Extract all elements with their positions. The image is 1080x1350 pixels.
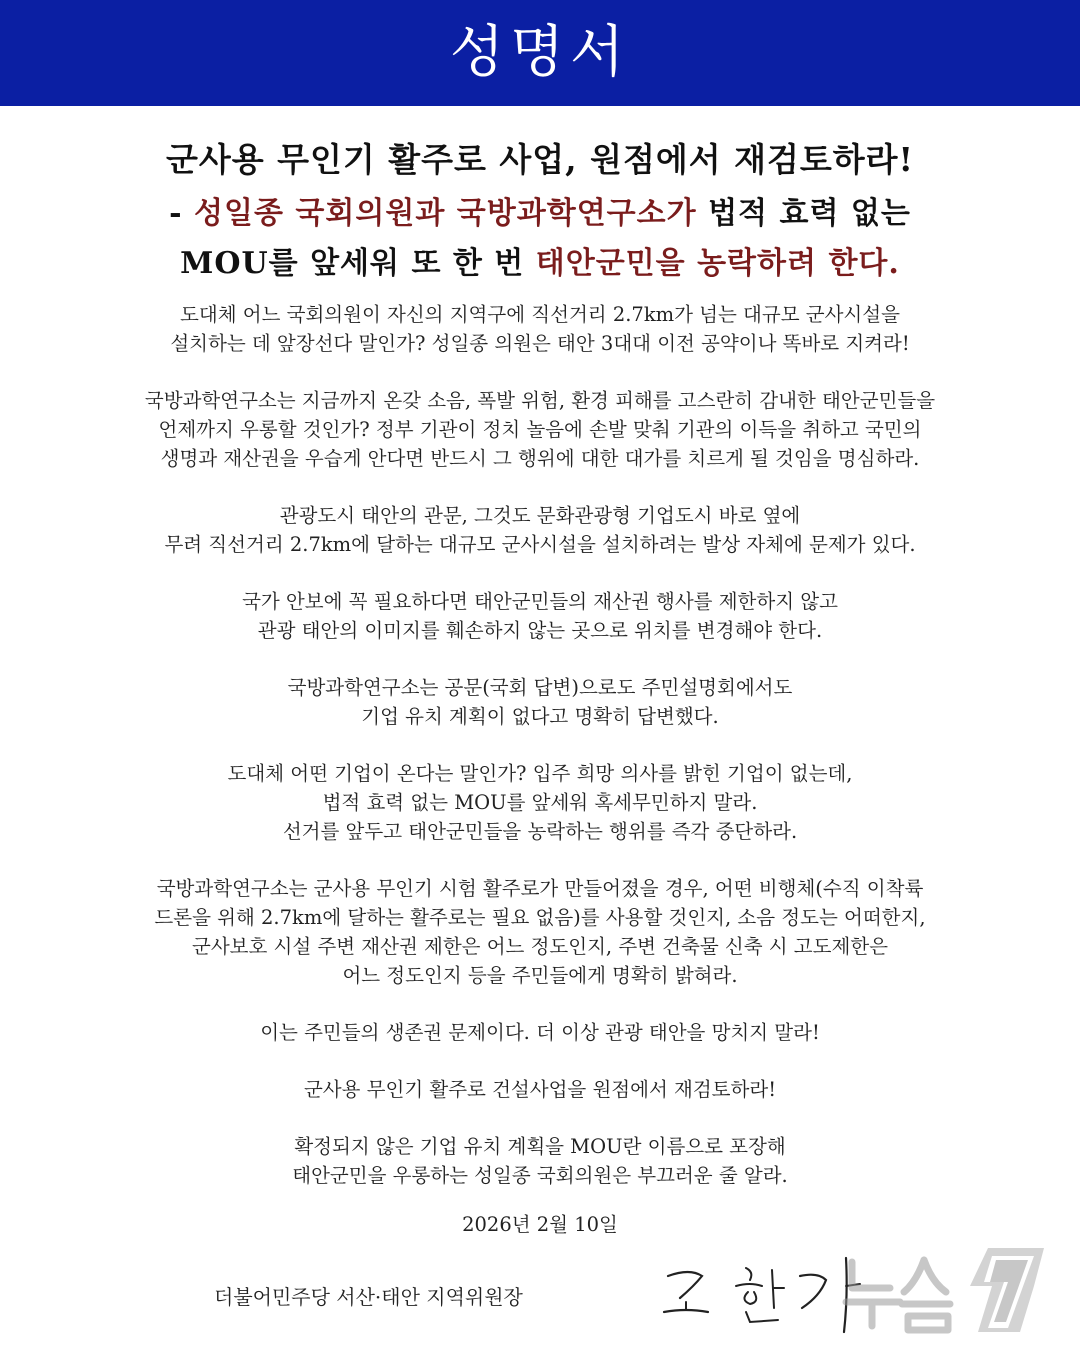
paragraph xyxy=(30,1075,1050,1104)
paragraph-line: 관광 태안의 이미지를 훼손하지 않는 곳으로 위치를 변경해야 한다. xyxy=(257,619,823,642)
paragraph xyxy=(30,300,1050,358)
paragraph xyxy=(30,386,1050,473)
headline-red-subjects: 성일종 국회의원과 국방과학연구소가 xyxy=(194,196,697,231)
headline-main: 군사용 무인기 활주로 사업, 원점에서 재검토하라! xyxy=(166,140,914,179)
headline-red-accusation: 태안군민을 농락하려 한다. xyxy=(535,246,900,281)
paragraph-line: 관광도시 태안의 관문, 그것도 문화관광형 기업도시 바로 옆에 xyxy=(279,504,801,527)
news1-watermark-logo xyxy=(838,1242,1070,1338)
paragraph-line: 법적 효력 없는 MOU를 앞세워 혹세무민하지 말라. xyxy=(322,791,758,814)
paragraph-line: 무려 직선거리 2.7km에 달하는 대규모 군사시설을 설치하려는 발상 자체에 문제가 있다. xyxy=(164,533,916,556)
paragraph-line: 어느 정도인지 등을 주민들에게 명확히 밝혀라. xyxy=(342,964,738,987)
paragraph-line: 도대체 어느 국회의원이 자신의 지역구에 직선거리 2.7km가 넘는 대규모 군사시설을 xyxy=(180,303,900,326)
paragraph-line: 이는 주민들의 생존권 문제이다. 더 이상 관광 태안을 망치지 말라! xyxy=(260,1021,820,1044)
page-title: 성명서 xyxy=(449,20,631,85)
paragraph-line: 국방과학연구소는 지금까지 온갖 소음, 폭발 위험, 환경 피해를 고스란히 감내한 태안군민들을 xyxy=(144,389,936,412)
statement-date: 2026년 2월 10일 xyxy=(462,1213,618,1236)
paragraph xyxy=(30,501,1050,559)
paragraph xyxy=(30,587,1050,645)
paragraph-line: 국방과학연구소는 군사용 무인기 시험 활주로가 만들어졌을 경우, 어떤 비행체(수직 이착륙 xyxy=(156,877,924,900)
paragraph xyxy=(30,759,1050,846)
paragraph xyxy=(30,1018,1050,1047)
paragraph-line: 군사용 무인기 활주로 건설사업을 원점에서 재검토하라! xyxy=(303,1078,777,1101)
headline-sub-suffix: 법적 효력 없는 xyxy=(696,196,911,231)
paragraph xyxy=(30,1132,1050,1190)
paragraph-line: 기업 유치 계획이 없다고 명확히 답변했다. xyxy=(361,705,719,728)
paragraph-line: 확정되지 않은 기업 유치 계획을 MOU란 이름으로 포장해 xyxy=(294,1135,786,1158)
header-bar xyxy=(0,0,1080,106)
headline-mou-prefix: MOU를 앞세워 또 한 번 xyxy=(180,246,536,281)
paragraph-line: 언제까지 우롱할 것인가? 정부 기관이 정치 놀음에 손발 맞춰 기관의 이득을 취하고 국민의 xyxy=(158,418,922,441)
paragraph-line: 선거를 앞두고 태안군민들을 농락하는 행위를 즉각 중단하라. xyxy=(282,820,798,843)
headline-sub-line2 xyxy=(0,238,1080,282)
signer-title: 더불어민주당 서산·태안 지역위원장 xyxy=(214,1285,523,1309)
paragraph-line: 생명과 재산권을 우습게 안다면 반드시 그 행위에 대한 대가를 치르게 될 것임을 명심하라. xyxy=(160,447,920,470)
paragraph-line: 국가 안보에 꼭 필요하다면 태안군민들의 재산권 행사를 제한하지 않고 xyxy=(242,590,838,613)
headline-dash: - xyxy=(169,196,195,231)
paragraph-line: 드론을 위해 2.7km에 달하는 활주로는 필요 없음)를 사용할 것인지, 소음 정도는 어떠한지, xyxy=(154,906,926,929)
paragraph-line: 도대체 어떤 기업이 온다는 말인가? 입주 희망 의사를 밝힌 기업이 없는데, xyxy=(227,762,853,785)
paragraph-line: 설치하는 데 앞장선다 말인가? 성일종 의원은 태안 3대대 이전 공약이나 똑바로 지켜라! xyxy=(170,332,910,355)
paragraph-line: 국방과학연구소는 공문(국회 답변)으로도 주민설명회에서도 xyxy=(287,676,793,699)
paragraph-line: 태안군민을 우롱하는 성일종 국회의원은 부끄러운 줄 알라. xyxy=(292,1164,788,1187)
paragraph xyxy=(30,673,1050,731)
paragraph xyxy=(30,874,1050,990)
statement-body xyxy=(30,300,1050,1218)
paragraph-line: 군사보호 시설 주변 재산권 제한은 어느 정도인지, 주변 건축물 신축 시 고도제한은 xyxy=(191,935,888,958)
headline-sub-line1 xyxy=(0,188,1080,232)
